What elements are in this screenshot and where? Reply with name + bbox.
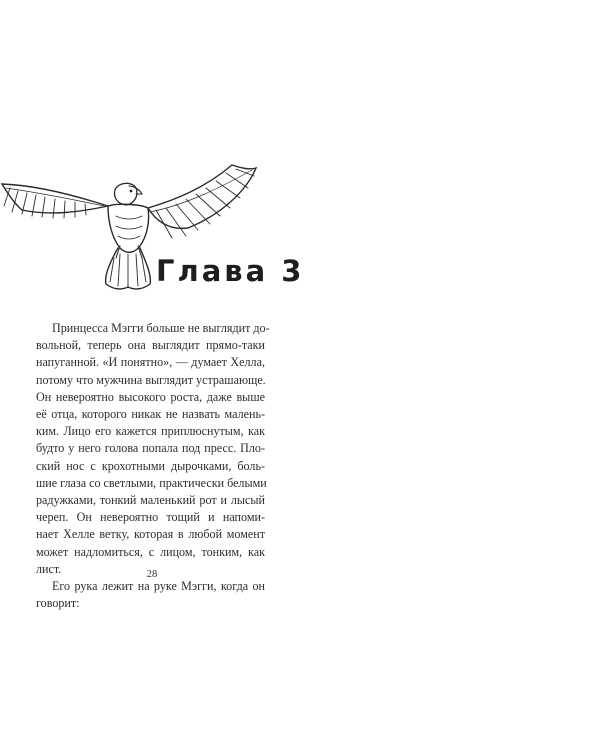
text-line: говорит: — [36, 596, 80, 611]
chapter-title: Глава 3 — [156, 254, 305, 288]
eagle-eye — [130, 190, 133, 193]
text-line: будто у него голова попала под пресс. Пло- — [36, 441, 265, 456]
text-line: Его рука лежит на руке Мэгги, когда он — [52, 579, 265, 594]
text-line: радужками, тонкий маленький рот и лысый — [36, 493, 265, 508]
text-line: череп. Он невероятно тощий и напоми- — [36, 510, 265, 525]
text-line: ский нос с крохотными дырочками, боль- — [36, 458, 265, 473]
text-line: Принцесса Мэгги больше не выглядит до- — [52, 321, 270, 335]
text-line: вольной, теперь она выглядит прямо-таки — [36, 338, 265, 353]
text-line: потому что мужчина выглядит устрашающе. — [36, 372, 266, 387]
text-line: напуганной. «И понятно», — думает Хелла, — [36, 355, 265, 370]
right-page — [300, 0, 600, 750]
text-line: шие глаза со светлыми, практически белыми — [36, 475, 267, 490]
text-line: Он невероятно высокого роста, даже выше — [36, 389, 265, 404]
text-line: её отца, которого никак не назвать малень- — [36, 407, 265, 422]
text-line: лист. — [36, 561, 62, 576]
page-number: 28 — [146, 569, 158, 580]
text-line: ким. Лицо его кажется приплюснутым, как — [36, 424, 265, 439]
text-line: нает Хелле ветку, которая в любой момент — [36, 527, 265, 542]
text-line: может надломиться, с лицом, тонким, как — [36, 544, 265, 559]
